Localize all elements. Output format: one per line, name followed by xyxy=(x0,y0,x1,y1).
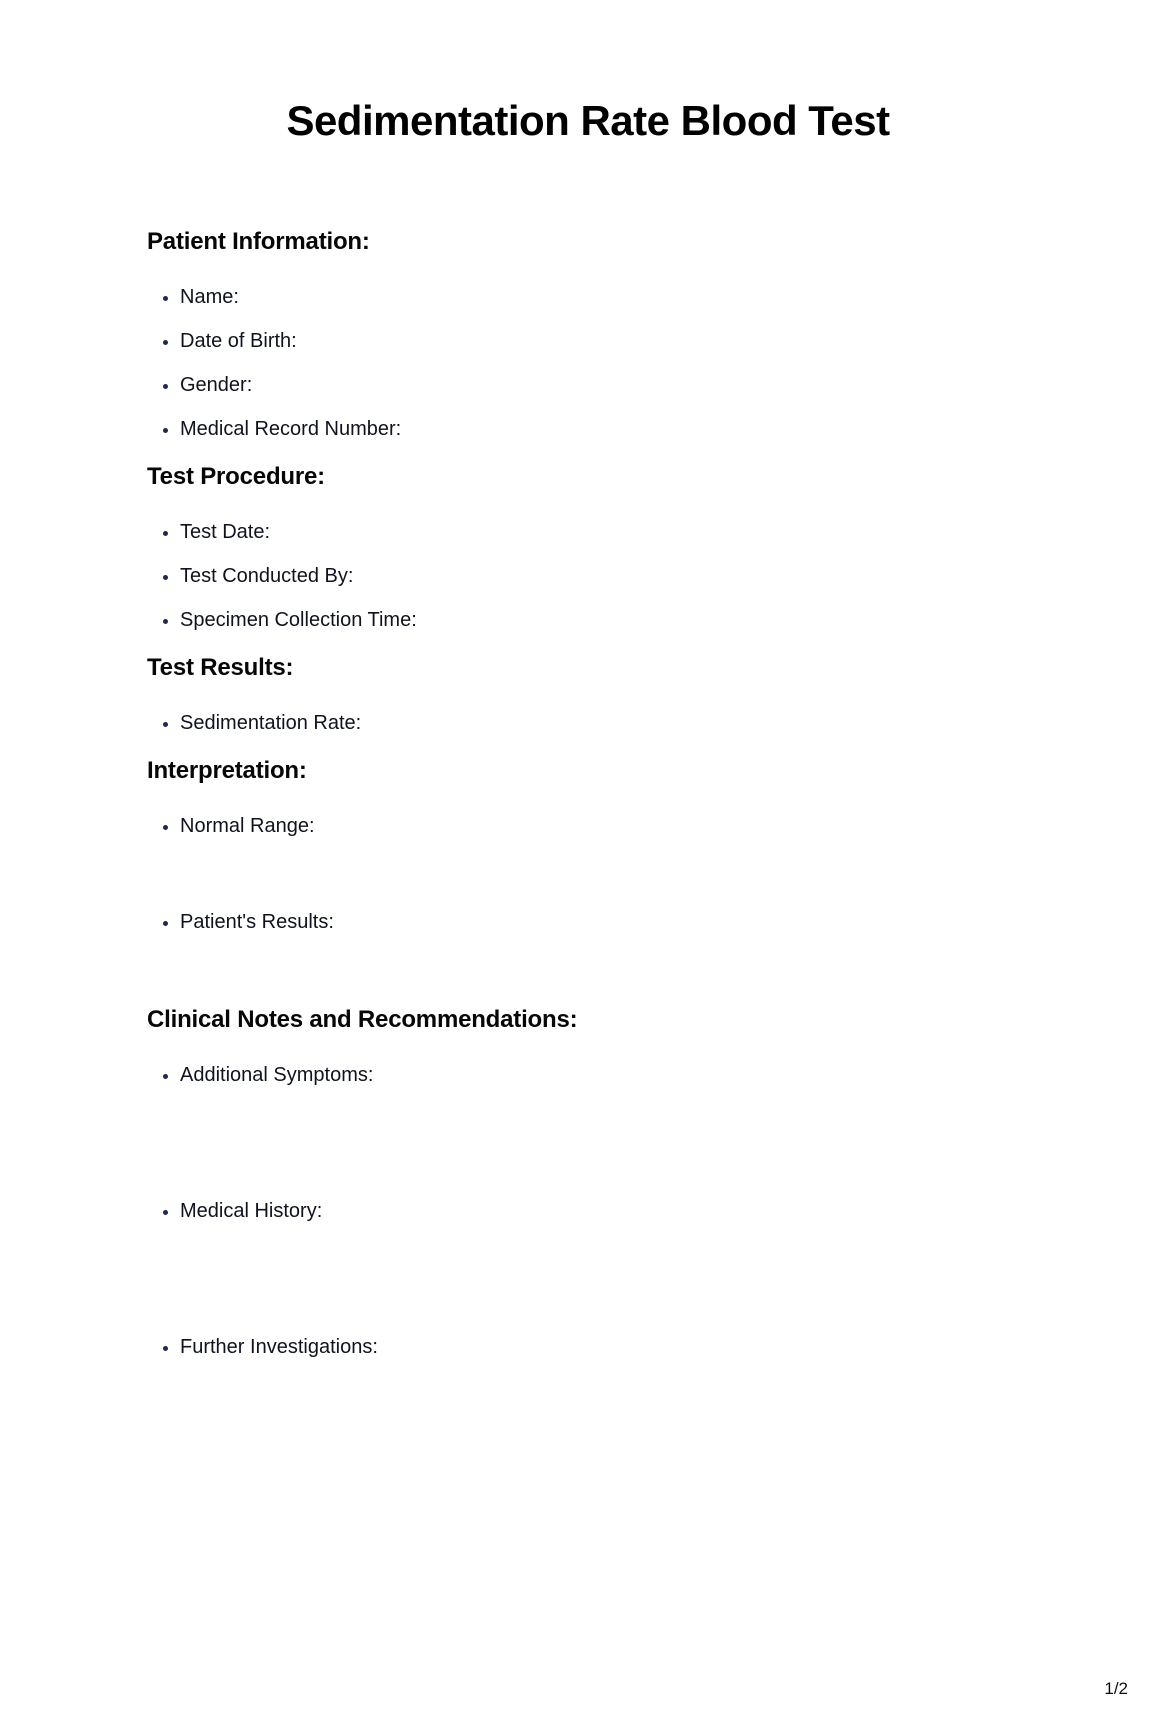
list-item-medical-record-number: • Medical Record Number: xyxy=(180,417,1128,441)
section-patient-information xyxy=(147,228,1128,441)
document-body xyxy=(147,228,1128,1359)
list-item-gender: • Gender: xyxy=(180,373,1128,397)
section-heading-clinical-notes: Clinical Notes and Recommendations: xyxy=(147,1006,578,1033)
list-item-further-investigations: • Further Investigations: xyxy=(180,1335,1128,1359)
section-test-results xyxy=(147,654,1128,735)
list-item-normal-range: • Normal Range: xyxy=(180,814,1128,838)
section-heading-interpretation: Interpretation: xyxy=(147,757,307,784)
list-item-date-of-birth: • Date of Birth: xyxy=(180,329,1128,353)
page-title: Sedimentation Rate Blood Test xyxy=(286,97,890,144)
list-item-test-date: • Test Date: xyxy=(180,520,1128,544)
list-item-sedimentation-rate: • Sedimentation Rate: xyxy=(180,711,1128,735)
bullet-list xyxy=(147,1063,1128,1359)
bullet-list xyxy=(147,285,1128,441)
bullet-list xyxy=(147,711,1128,735)
section-test-procedure xyxy=(147,463,1128,632)
list-item-name: • Name: xyxy=(180,285,1128,309)
section-interpretation xyxy=(147,757,1128,934)
section-clinical-notes xyxy=(147,1006,1128,1359)
list-item-additional-symptoms: • Additional Symptoms: xyxy=(180,1063,1128,1087)
document-page xyxy=(0,97,1176,1727)
section-heading-test-results: Test Results: xyxy=(147,654,294,681)
page-number: 1/2 xyxy=(1104,1679,1128,1698)
list-item-test-conducted-by: • Test Conducted By: xyxy=(180,564,1128,588)
section-heading-patient-information: Patient Information: xyxy=(147,228,370,255)
section-heading-test-procedure: Test Procedure: xyxy=(147,463,325,490)
bullet-list xyxy=(147,814,1128,934)
list-item-specimen-collection-time: • Specimen Collection Time: xyxy=(180,608,1128,632)
list-item-patients-results: • Patient's Results: xyxy=(180,910,1128,934)
bullet-list xyxy=(147,520,1128,632)
list-item-medical-history: • Medical History: xyxy=(180,1199,1128,1223)
